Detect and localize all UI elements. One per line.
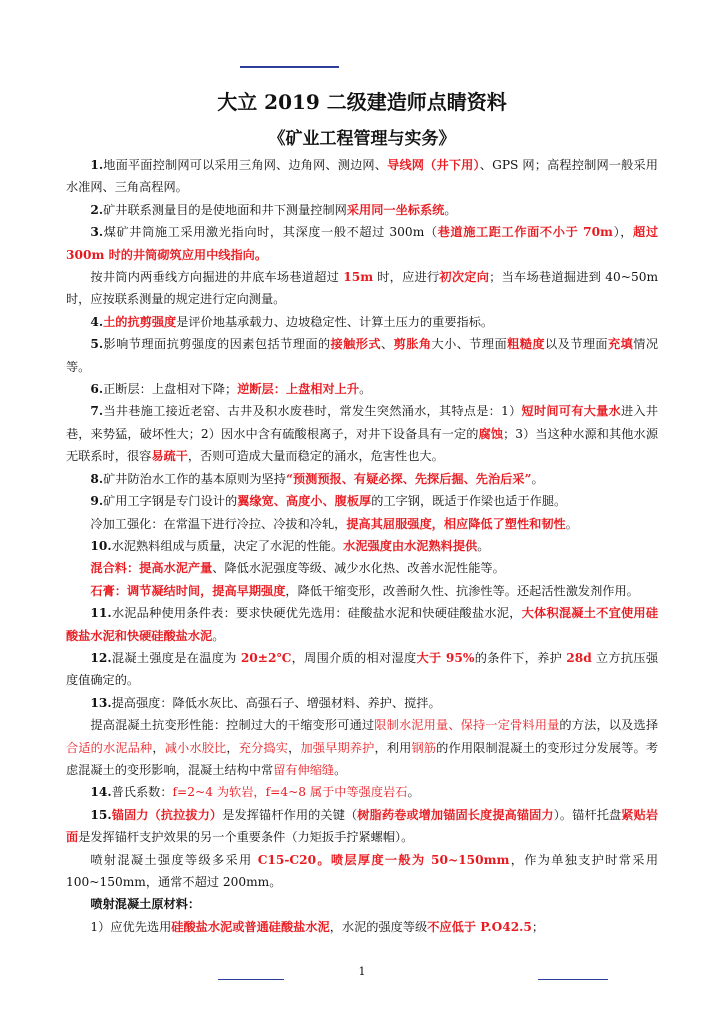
text-run: 。: [334, 762, 347, 777]
highlighted-text: 10.: [90, 538, 112, 553]
paragraph: [66, 513, 658, 535]
highlighted-text: 14.: [90, 785, 112, 800]
text-run: 矿用工字钢是专门设计的: [103, 494, 238, 509]
highlighted-text: 逆断层：上盘相对上升: [237, 382, 360, 397]
highlighted-text: 锚固力（抗拉拔力）: [111, 807, 223, 822]
highlighted-text: 不应低于 P.O42.5: [427, 919, 532, 934]
text-run: 立方抗压强度值确定的。: [66, 650, 659, 688]
highlighted-text: 5.: [90, 337, 104, 352]
paragraph: [66, 199, 658, 221]
paragraph: [66, 311, 658, 333]
paragraph: [66, 557, 658, 579]
text-run: 的作用限制混凝土的变形过分发展等。考虑混凝土的变形影响，混凝土结构中常: [66, 740, 659, 777]
highlighted-text: 留有伸缩缝: [273, 762, 335, 777]
highlighted-text: 石膏：调节凝结时间，提高早期强度: [90, 583, 286, 598]
text-run: ；: [531, 919, 545, 934]
highlighted-text: 8.: [90, 471, 104, 486]
highlighted-text: 11.: [90, 606, 112, 621]
text-run: ，降低干缩变形，改善耐久性、抗渗性等。还起活性激发剂作用。: [285, 583, 639, 598]
text-run: ，: [226, 740, 239, 755]
highlighted-text: 喷射混凝土原材料：: [90, 897, 201, 912]
text-run: ）。锚杆托盘: [553, 807, 622, 822]
text-run: ，作为单独支护时常采用 100~150mm，通常不超过 200mm。: [66, 852, 659, 889]
text-run: 是评价地基承载力、边坡稳定性、计算土压力的重要指标。: [176, 314, 494, 329]
text-run: 。: [407, 785, 420, 800]
text-run: 的方法，以及选择: [559, 718, 659, 733]
text-run: 。: [565, 516, 578, 531]
highlighted-text: 土的抗剪强度: [103, 314, 177, 329]
highlighted-text: 采用同一坐标系统: [346, 202, 445, 217]
document-body: [66, 154, 658, 938]
text-run: ，: [152, 740, 165, 755]
paragraph: [66, 266, 658, 311]
highlighted-text: 接触形式: [330, 337, 381, 352]
text-run: ，周围介质的相对湿度: [291, 650, 417, 665]
highlighted-text: 粗糙度: [507, 337, 545, 352]
paragraph: [66, 490, 658, 512]
paragraph: [66, 781, 658, 803]
text-run: 矿井联系测量目的是使地面和井下测量控制网: [103, 202, 347, 217]
text-run: 情况等。: [66, 337, 659, 374]
highlighted-text: 9.: [90, 494, 104, 509]
highlighted-text: 硅酸盐水泥或普通硅酸盐水泥: [171, 919, 330, 934]
text-run: 的工字钢，既适于作梁也适于作腿。: [371, 494, 567, 509]
document-title: 大立 2019 二级建造师点睛资料: [217, 90, 507, 114]
highlighted-text: “预测预报、有疑必探、先探后掘、先治后采”: [285, 471, 532, 486]
highlighted-text: 充分捣实: [238, 740, 289, 755]
text-run: ），: [612, 225, 634, 240]
highlighted-text: 6.: [90, 382, 104, 397]
text-run: 。: [359, 382, 372, 397]
highlighted-text: 水泥强度由水泥熟料提供: [343, 538, 478, 553]
highlighted-text: 易疏干: [151, 449, 188, 464]
paragraph: [66, 893, 658, 915]
highlighted-text: 树脂药卷或增加锚固长度提高锚固力: [357, 807, 554, 822]
highlighted-text: 腐蚀: [478, 426, 504, 441]
text-run: 、降低水泥强度等级、减少水化热、改善水泥性能等。: [212, 561, 505, 576]
highlighted-text: 大体积混凝土不宜使用硅酸盐水泥和快硬硅酸盐水泥: [66, 606, 659, 643]
highlighted-text: f=2~4 为软岩，f=4~8 属于中等强度岩石: [172, 785, 408, 800]
highlighted-text: 短时间可有大量水: [521, 404, 621, 419]
text-run: 冷加工强化：在常温下进行冷拉、冷拔和冷轧，: [90, 516, 347, 531]
text-run: 时，应进行: [373, 270, 440, 285]
highlighted-text: 混合料：提高水泥产量: [90, 561, 213, 576]
text-run: 、GPS 网；高程控制网一般采用水准网、三角高程网。: [66, 158, 658, 195]
text-run: 提高强度：降低水灰比、高强石子、增强材料、养护、搅拌。: [111, 695, 441, 710]
text-run: 正断层：上盘相对下降；: [103, 382, 238, 397]
footer-rule-right: [538, 979, 608, 980]
highlighted-text: 13.: [90, 695, 112, 710]
document-subtitle: 《矿业工程管理与实务》: [268, 129, 456, 149]
text-run: 矿井防治水工作的基本原则为坚持: [103, 471, 286, 486]
text-run: 当井巷施工接近老窑、古井及积水废巷时，常发生突然涌水，其特点是：1）: [103, 404, 522, 419]
paragraph: [66, 378, 658, 400]
highlighted-text: 钢筋: [411, 740, 437, 755]
text-run: ，: [288, 740, 301, 755]
text-run: 水泥熟料组成与质量，决定了水泥的性能。: [111, 538, 344, 553]
text-run: ，否则可造成大量而稳定的涌水，危害性也大。: [187, 449, 444, 464]
highlighted-text: 1.: [90, 158, 104, 172]
highlighted-text: 巷道施工距工作面不小于 70m: [437, 225, 613, 240]
text-run: 普氏系数：: [111, 785, 173, 800]
highlighted-text: 充填: [608, 337, 634, 352]
text-run: 。: [212, 628, 225, 643]
text-run: 的条件下，养护: [474, 650, 567, 665]
paragraph: [66, 468, 658, 490]
paragraph: [66, 400, 658, 467]
text-run: 、: [381, 337, 394, 352]
highlighted-text: 紧贴岩面: [66, 807, 659, 845]
highlighted-text: 剪胀角: [393, 337, 432, 352]
text-run: 以及节理面: [544, 337, 609, 352]
page-number: 1: [358, 965, 366, 978]
highlighted-text: 初次定向: [439, 270, 490, 285]
highlighted-text: 限制水泥用量、保持一定骨料用量: [374, 718, 560, 733]
text-run: 进入井巷，来势猛，破坏性大；2）因水中含有硫酸根离子，对井下设备具有一定的: [66, 404, 658, 441]
header-rule: [240, 66, 339, 68]
text-run: 。: [444, 202, 457, 217]
text-run: 影响节理面抗剪强度的因素包括节理面的: [103, 337, 331, 352]
highlighted-text: 12.: [90, 650, 112, 665]
highlighted-text: 15.: [90, 807, 112, 822]
highlighted-text: C15-C20。喷层厚度一般为 50~150mm: [257, 852, 510, 867]
text-run: 水泥品种使用条件表：要求快硬优先选用：硅酸盐水泥和快硬硅酸盐水泥，: [111, 606, 522, 621]
paragraph: [66, 916, 658, 938]
highlighted-text: 大于 95%: [416, 650, 475, 665]
paragraph: [66, 221, 658, 266]
text-run: 煤矿井筒施工采用激光指向时，其深度一般不超过 300m（: [103, 225, 438, 240]
highlighted-text: 4.: [90, 314, 104, 329]
text-run: 。: [477, 538, 490, 553]
text-run: 。: [531, 471, 544, 486]
text-run: ；当车场巷道掘进到 40~50m 时，应按联系测量的规定进行定向测量。: [66, 270, 659, 307]
highlighted-text: 加强早期养护: [300, 740, 375, 755]
text-run: 喷射混凝土强度等级多采用: [90, 852, 258, 867]
text-run: 是发挥锚杆支护效果的另一个重要条件（力矩扳手拧紧螺帽）。: [78, 830, 414, 845]
highlighted-text: 导线网（井下用）: [387, 158, 480, 172]
text-run: 1）应优先选用: [90, 919, 172, 934]
paragraph: [66, 714, 658, 781]
paragraph: [66, 804, 658, 849]
highlighted-text: 提高其屈服强度，相应降低了塑性和韧性: [346, 516, 566, 531]
highlighted-text: 超过 300m 时的井筒砌筑应用中线指向。: [66, 225, 659, 262]
paragraph: [66, 602, 658, 647]
highlighted-text: 28d: [566, 650, 592, 665]
text-run: 是发挥锚杆作用的关键（: [222, 807, 358, 822]
highlighted-text: 3.: [90, 225, 104, 240]
text-run: ，利用: [374, 740, 412, 755]
paragraph: [66, 647, 658, 692]
highlighted-text: 7.: [90, 404, 104, 419]
highlighted-text: 20±2℃: [240, 650, 292, 665]
paragraph: [66, 535, 658, 557]
paragraph: [66, 333, 658, 378]
text-run: 大小、节理面: [431, 337, 508, 352]
text-run: 按井筒内两垂线方向掘进的井底车场巷道超过: [90, 270, 344, 285]
highlighted-text: 15m: [343, 270, 374, 285]
paragraph: [66, 849, 658, 894]
paragraph: [66, 154, 658, 199]
footer-rule-left: [218, 979, 284, 980]
highlighted-text: 2.: [90, 202, 104, 217]
text-run: ，水泥的强度等级: [329, 919, 428, 934]
paragraph: [66, 580, 658, 602]
highlighted-text: 合适的水泥品种: [66, 740, 153, 755]
text-run: ；3）当这种水源和其他水源无联系时，很容: [66, 426, 659, 464]
highlighted-text: 减小水胶比: [164, 740, 227, 755]
paragraph: [66, 692, 658, 714]
highlighted-text: 翼缘宽、高度小、腹板厚: [237, 494, 372, 509]
text-run: 混凝土强度是在温度为: [111, 650, 241, 665]
text-run: 提高混凝土抗变形性能：控制过大的干缩变形可通过: [90, 718, 375, 733]
text-run: 地面平面控制网可以采用三角网、边角网、测边网、: [103, 158, 388, 172]
